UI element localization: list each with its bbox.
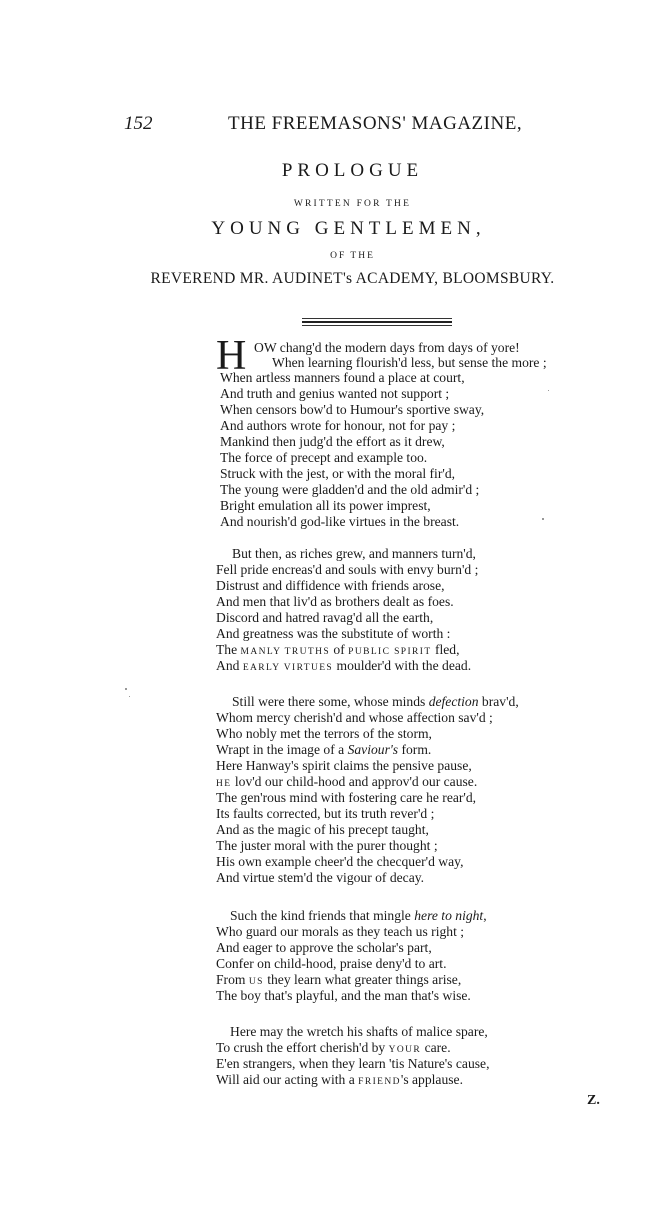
page-number: 152	[124, 113, 153, 134]
italic-run: here to night	[414, 908, 484, 923]
poem-line: Distrust and diffidence with friends arose,	[216, 578, 445, 593]
poem-line: And greatness was the substitute of worth :	[216, 626, 451, 641]
text-run: fled,	[431, 642, 460, 657]
text-run: And	[216, 658, 243, 673]
poem-line	[216, 1072, 463, 1088]
magazine-title: THE FREEMASONS' MAGAZINE,	[228, 113, 523, 134]
poem-line: The gen'rous mind with fostering care he rear'd,	[216, 790, 477, 805]
poem-line: Confer on child-hood, praise deny'd to art.	[216, 956, 447, 971]
italic-run: Saviour's	[347, 742, 399, 757]
poem-line: Who guard our morals as they teach us right ;	[216, 924, 465, 939]
written-for-line: WRITTEN FOR THE	[293, 199, 412, 209]
drop-cap: H	[216, 333, 247, 379]
poem-line: And authors wrote for honour, not for pay ;	[220, 418, 456, 433]
young-gentlemen-line: YOUNG GENTLEMEN,	[211, 218, 486, 239]
poem-line	[216, 742, 431, 758]
text-run: To crush the effort cherish'd by	[216, 1040, 389, 1055]
catchword: Z.	[587, 1093, 600, 1108]
poem-line: And men that liv'd as brothers dealt as foes.	[216, 594, 454, 609]
poem-line: E'en strangers, when they learn 'tis Nature's cause,	[216, 1056, 490, 1071]
text-run: form.	[398, 742, 432, 757]
poem-line	[216, 1040, 451, 1056]
poem-line: Struck with the jest, or with the moral fir'd,	[220, 466, 456, 481]
small-caps-run: PUBLIC SPIRIT	[348, 647, 432, 657]
text-run: Wrapt in the image of a	[216, 742, 348, 757]
text-run: Still were there some, whose minds	[232, 694, 429, 709]
print-speck	[125, 688, 127, 690]
poem-line: Mankind then judg'd the effort as it drew,	[220, 434, 445, 449]
text-run: they learn what greater things arise,	[263, 972, 462, 987]
poem-line: His own example cheer'd the checquer'd way,	[216, 854, 464, 869]
poem-line: When artless manners found a place at court,	[220, 370, 465, 385]
poem-line: And eager to approve the scholar's part,	[216, 940, 432, 955]
poem-line: The juster moral with the purer thought ;	[216, 838, 438, 853]
poem-line	[232, 694, 519, 710]
poem-line: Its faults corrected, but its truth rever'd ;	[216, 806, 435, 821]
text-run: brav'd,	[478, 694, 519, 709]
poem-line: The young were gladden'd and the old admir'd ;	[220, 482, 480, 497]
italic-run: defection	[428, 694, 479, 709]
poem-line	[216, 642, 460, 658]
of-the-line: OF THE	[330, 251, 375, 261]
running-head	[124, 113, 604, 137]
print-speck	[542, 518, 544, 520]
text-run: moulder'd with the dead.	[333, 658, 472, 673]
poem-line	[216, 972, 461, 988]
ornamental-rule	[302, 318, 452, 326]
prologue-title: PROLOGUE	[281, 160, 424, 181]
poem-line: Here Hanway's spirit claims the pensive pause,	[216, 758, 472, 773]
poem-line: Fell pride encreas'd and souls with envy burn'd ;	[216, 562, 479, 577]
small-caps-run: FRIEND	[358, 1077, 401, 1087]
text-run: lov'd our child-hood and approv'd our cause.	[231, 774, 478, 789]
poem-line: But then, as riches grew, and manners turn'd,	[232, 546, 476, 561]
poem-line: Who nobly met the terrors of the storm,	[216, 726, 432, 741]
poem-line: And as the magic of his precept taught,	[216, 822, 429, 837]
text-run: The	[216, 642, 241, 657]
print-speck	[548, 390, 549, 391]
poem-line: Whom mercy cherish'd and whose affection sav'd ;	[216, 710, 493, 725]
poem-line: The force of precept and example too.	[220, 450, 428, 465]
academy-line: REVEREND MR. AUDINET's ACADEMY, BLOOMSBURY.	[150, 270, 555, 287]
small-caps-run: HE	[216, 779, 232, 789]
text-run: care.	[421, 1040, 451, 1055]
text-run: Such the kind friends that mingle	[230, 908, 415, 923]
text-run: Will aid our acting with a	[216, 1072, 359, 1087]
small-caps-run: MANLY TRUTHS	[240, 647, 331, 657]
poem-line: Discord and hatred ravag'd all the earth,	[216, 610, 434, 625]
poem-line	[216, 774, 477, 790]
small-caps-run: YOUR	[388, 1045, 422, 1055]
text-run: ,	[483, 908, 487, 923]
poem-line: Bright emulation all its power imprest,	[220, 498, 431, 513]
small-caps-run: US	[248, 977, 264, 987]
small-caps-run: EARLY VIRTUES	[242, 663, 334, 673]
poem-line: And virtue stem'd the vigour of decay.	[216, 870, 425, 885]
poem-line: The boy that's playful, and the man that's wise.	[216, 988, 471, 1003]
poem-line: And truth and genius wanted not support ;	[220, 386, 450, 401]
poem-line: When learning flourish'd less, but sense the more ;	[272, 355, 547, 370]
print-speck	[129, 696, 130, 697]
poem-line: And nourish'd god-like virtues in the breast.	[220, 514, 460, 529]
poem-line: OW chang'd the modern days from days of yore!	[254, 340, 520, 355]
text-run: From	[216, 972, 249, 987]
poem-line	[216, 658, 471, 674]
poem-line: When censors bow'd to Humour's sportive sway,	[220, 402, 485, 417]
poem-line: Here may the wretch his shafts of malice spare,	[230, 1024, 488, 1039]
text-run: of	[330, 642, 349, 657]
poem-line	[230, 908, 487, 924]
text-run: 's applause.	[400, 1072, 463, 1087]
